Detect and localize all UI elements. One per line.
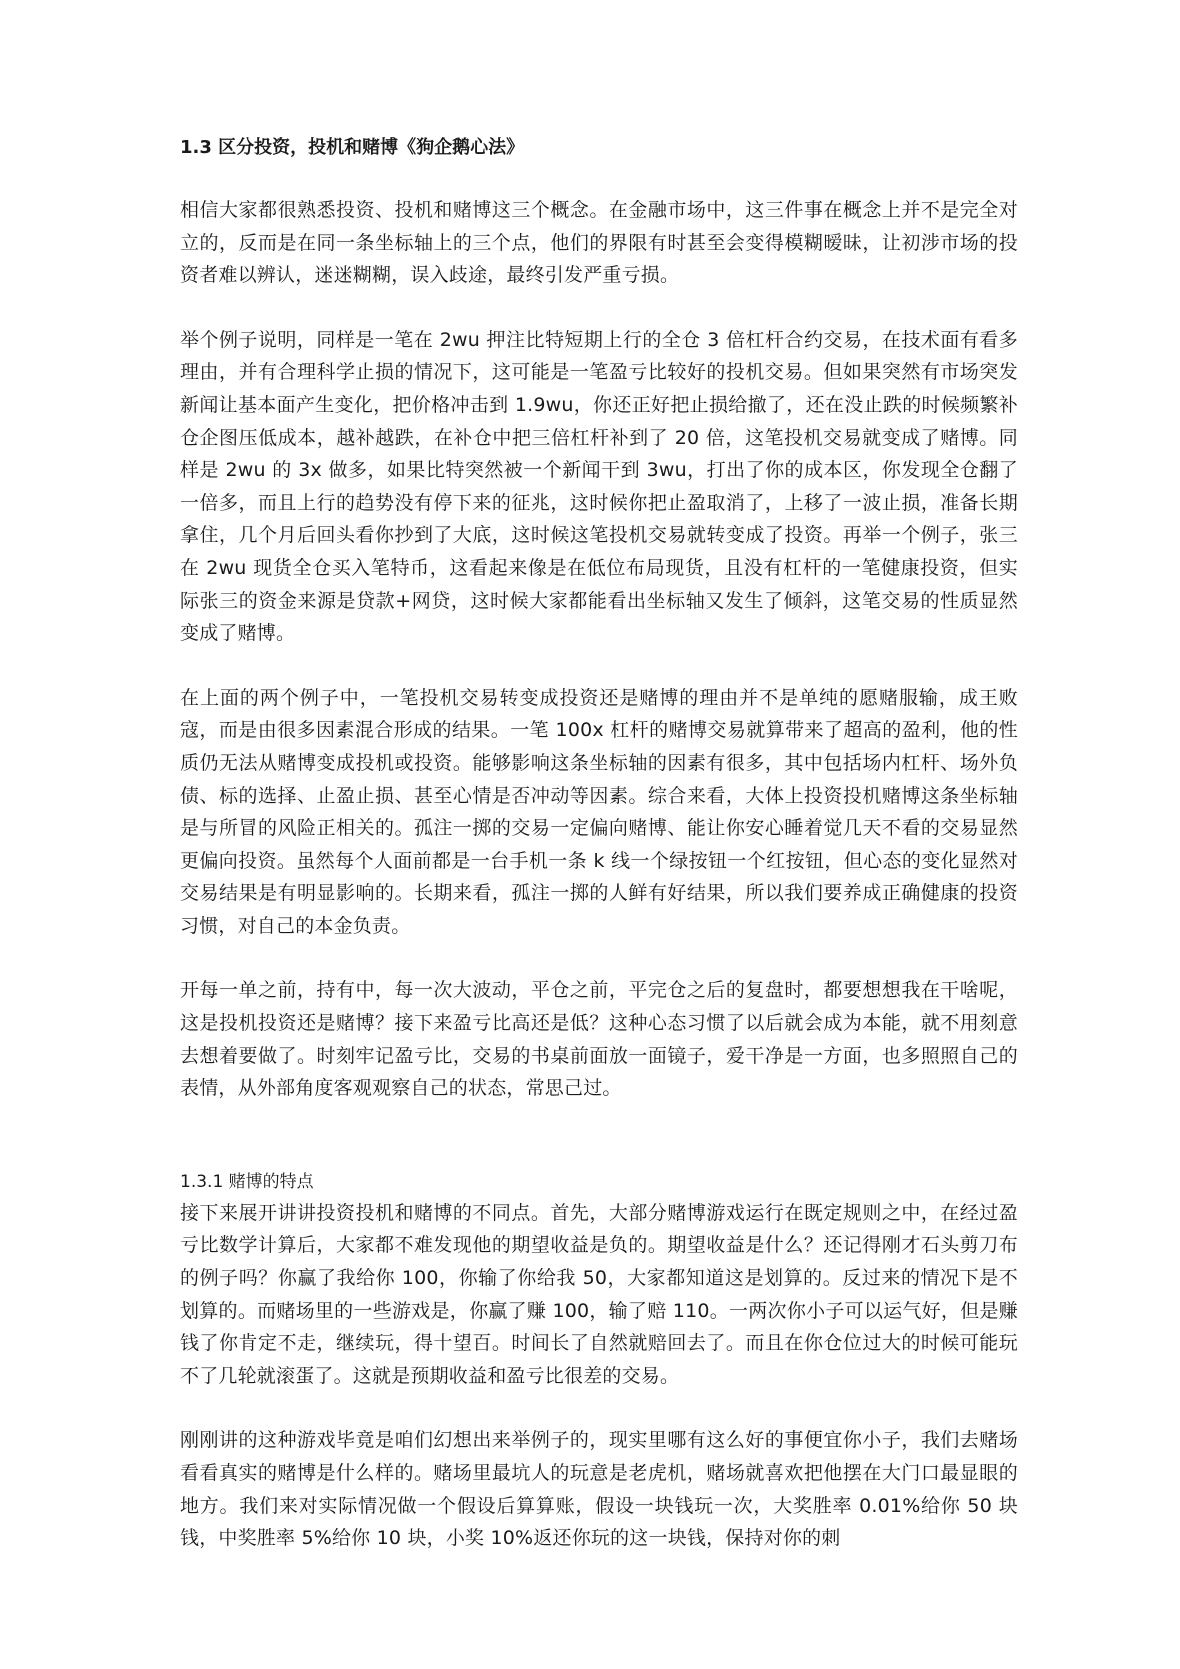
paragraph-gambling-features: 接下来展开讲讲投资投机和赌博的不同点。首先，大部分赌博游戏运行在既定规则之中，在经过盈亏比数学计算后，大家都不难发现他的期望收益是负的。期望收益是什么？还记得刚才石头剪刀布的例子吗？你赢了我给你 100，你输了你给我 50，大家都知道这是划算的。反过来的情况下是不划算的。而赌场里的一些游戏是，你赢了赚 100，输了赔 110。一两次你小子可以运气好，但是赚钱了你肯定不走，继续玩，得十望百。时间长了自然就赔回去了。而且在你仓位过大的时候可能玩不了几轮就滚蛋了。这就是预期收益和盈亏比很差的交易。 xyxy=(180,1201,1018,1387)
paragraph-intro: 相信大家都很熟悉投资、投机和赌博这三个概念。在金融市场中，这三件事在概念上并不是完全对立的，反而是在同一条坐标轴上的三个点，他们的界限有时甚至会变得模糊暧昧，让初涉市场的投资者难以辨认，迷迷糊糊，误入歧途，最终引发严重亏损。 xyxy=(180,199,1018,287)
paragraph-casino: 刚刚讲的这种游戏毕竟是咱们幻想出来举例子的，现实里哪有这么好的事便宜你小子，我们去赌场看看真实的赌博是什么样的。赌场里最坑人的玩意是老虎机，赌场就喜欢把他摆在大门口最显眼的地方。我们来对实际情况做一个假设后算算账，假设一块钱玩一次，大奖胜率 0.01%给你 50 块钱，中奖胜率 5%给你 10 块，小奖 10%返还你玩的这一块钱，保持对你的刺 xyxy=(180,1429,1018,1550)
paragraph-habit: 开每一单之前，持有中，每一次大波动，平仓之前，平完仓之后的复盘时，都要想想我在干啥呢，这是投机投资还是赌博？接下来盈亏比高还是低？这种心态习惯了以后就会成为本能，就不用刻意去想着要做了。时刻牢记盈亏比，交易的书桌前面放一面镜子，爱干净是一方面，也多照照自己的表情，从外部角度客观观察自己的状态，常思己过。 xyxy=(180,979,1018,1100)
subsection-title: 1.3.1 赌博的特点 xyxy=(180,1171,314,1192)
document-page xyxy=(180,132,1018,1587)
paragraph-example: 举个例子说明，同样是一笔在 2wu 押注比特短期上行的全仓 3 倍杠杆合约交易，在技术面有看多理由，并有合理科学止损的情况下，这可能是一笔盈亏比较好的投机交易。但如果突然有市场突发新闻让基本面产生变化，把价格冲击到 1.9wu，你还正好把止损给撤了，还在没止跌的时候频繁补仓企图压低成本，越补越跌，在补仓中把三倍杠杆补到了 20 倍，这笔投机交易就变成了赌博。同样是 2wu 的 3x 做多，如果比特突然被一个新闻干到 3wu，打出了你的成本区，你发现全仓翻了一倍多，而且上行的趋势没有停下来的征兆，这时候你把止盈取消了，上移了一波止损，准备长期拿住，几个月后回头看你抄到了大底，这时候这笔投机交易就转变成了投资。再举一个例子，张三在 2wu 现货全仓买入笔特币，这看起来像是在低位布局现货，且没有杠杆的一笔健康投资，但实际张三的资金来源是贷款+网贷，这时候大家都能看出坐标轴又发生了倾斜，这笔交易的性质显然变成了赌博。 xyxy=(180,328,1018,645)
section-title: 1.3 区分投资，投机和赌博《狗企鹅心法》 xyxy=(180,137,525,158)
paragraph-analysis: 在上面的两个例子中，一笔投机交易转变成投资还是赌博的理由并不是单纯的愿赌服输，成王败寇，而是由很多因素混合形成的结果。一笔 100x 杠杆的赌博交易就算带来了超高的盈利，他的性质仍无法从赌博变成投机或投资。能够影响这条坐标轴的因素有很多，其中包括场内杠杆、场外负债、标的选择、止盈止损、甚至心情是否冲动等因素。综合来看，大体上投资投机赌博这条坐标轴是与所冒的风险正相关的。孤注一掷的交易一定偏向赌博、能让你安心睡着觉几天不看的交易显然更偏向投资。虽然每个人面前都是一台手机一条 k 线一个绿按钮一个红按钮，但心态的变化显然对交易结果是有明显影响的。长期来看，孤注一掷的人鲜有好结果，所以我们要养成正确健康的投资习惯，对自己的本金负责。 xyxy=(180,686,1018,937)
